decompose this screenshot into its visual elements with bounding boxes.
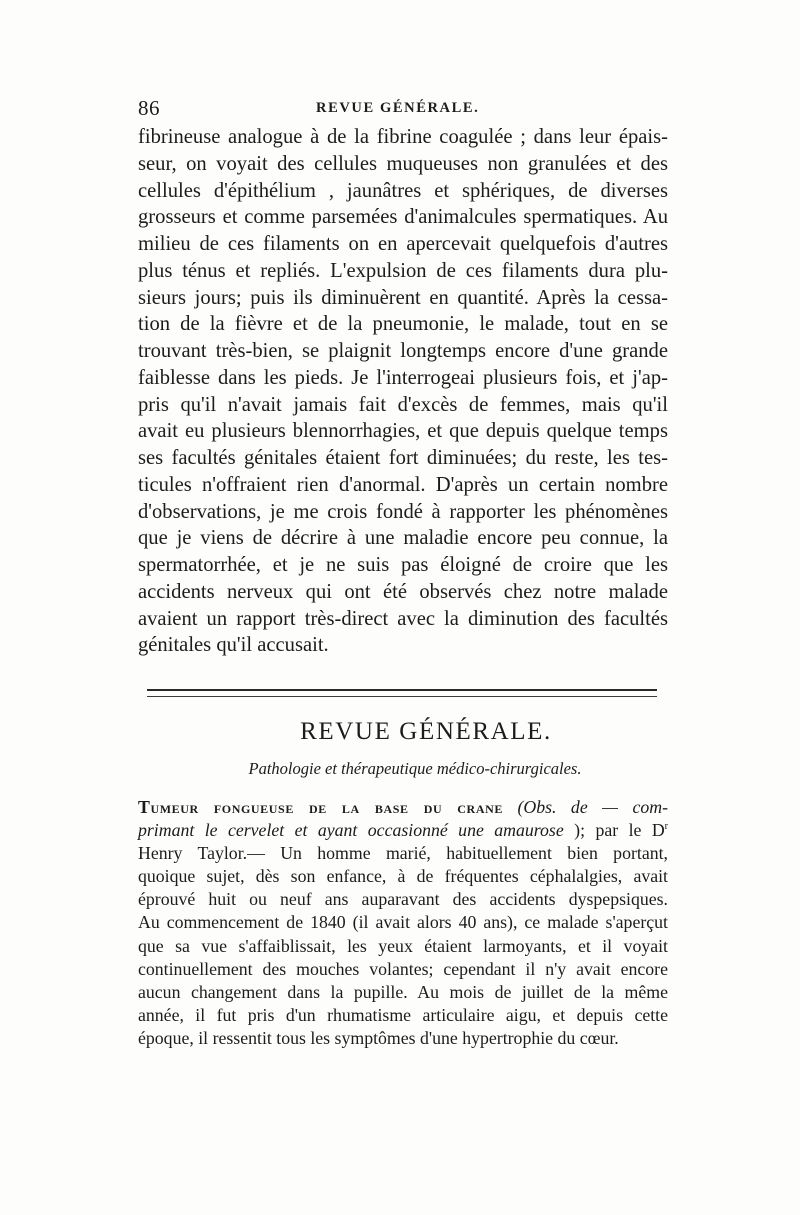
text-line: plus ténus et repliés. L'expulsion de ces filaments dura plu- (138, 259, 668, 282)
text-line: pris qu'il n'avait jamais fait d'excès de femmes, mais qu'il (138, 393, 668, 416)
section-divider-thick (147, 689, 657, 691)
text-line: avaient un rapport très-direct avec la diminution des facultés (138, 607, 668, 630)
section-subtitle: Pathologie et thérapeutique médico-chirurgicales. (248, 759, 582, 778)
article-heading-line (138, 796, 668, 819)
text-line: faiblesse dans les pieds. Je l'interrogeai plusieurs fois, et j'ap- (138, 366, 668, 389)
article (138, 796, 668, 1050)
section-title: REVUE GÉNÉRALE. (300, 718, 552, 745)
text-line: grosseurs et comme parsemées d'animalcules spermatiques. Au (138, 206, 668, 229)
text-line: continuellement des mouches volantes; cependant il n'y avait encore (138, 958, 668, 979)
obs-note: primant le cervelet et ayant occasionné une amaurose (138, 820, 564, 841)
text-line: tion de la fièvre et de la pneumonie, le malade, tout en se (138, 313, 668, 336)
text-line: que sa vue s'affaiblissait, les yeux étaient larmoyants, et il voyait (138, 935, 668, 956)
text-line: trouvant très-bien, se plaignit longtemps encore d'une grande (138, 340, 668, 362)
text-line: Henry Taylor.— Un homme marié, habituellement bien portant, (138, 843, 668, 864)
text-line: Au commencement de 1840 (il avait alors 40 ans), ce malade s'aperçut (138, 912, 668, 933)
article-heading-line (138, 819, 668, 842)
obs-note-open: (Obs. de — com- (517, 797, 668, 817)
author-prefix: par le D (595, 820, 665, 841)
text-line: ses facultés génitales étaient fort diminuées; du reste, les tes- (138, 447, 668, 469)
text-line: seur, on voyait des cellules muqueuses non granulées et des (138, 152, 668, 175)
article-heading: Tumeur fongueuse de la base du crane (138, 797, 503, 817)
text-line: sieurs jours; puis ils diminuèrent en quantité. Après la cessa- (138, 286, 668, 309)
text-line: fibrineuse analogue à de la fibrine coagulée ; dans leur épais- (138, 126, 668, 148)
text-line: génitales qu'il accusait. (138, 634, 329, 657)
running-head: REVUE GÉNÉRALE. (316, 100, 480, 116)
text-line: cellules d'épithélium , jaunâtres et sphériques, de diverses (138, 179, 668, 202)
text-line: aucun changement dans la pupille. Au mois de juillet de la même (138, 981, 668, 1002)
text-line: époque, il ressentit tous les symptômes d'une hypertrophie du cœur. (138, 1027, 619, 1048)
text-line: spermatorrhée, et je ne suis pas éloigné de croire que les (138, 554, 668, 576)
page-header (138, 96, 668, 120)
page-number: 86 (138, 96, 160, 120)
section-divider-thin (147, 696, 657, 697)
text-line: accidents nerveux qui ont été observés chez notre malade (138, 580, 668, 603)
body-paragraph (138, 124, 668, 659)
text-line: que je viens de décrire à une maladie encore peu connue, la (138, 527, 668, 550)
text-line: milieu de ces filaments on en apercevait quelquefois d'autres (138, 233, 668, 255)
author-sup: r (664, 821, 669, 833)
text-line: quoique sujet, dès son enfance, à de fréquentes céphalalgies, avait (138, 866, 668, 887)
text-line: d'observations, je me crois fondé à rapporter les phénomènes (138, 500, 668, 523)
text-line: avait eu plusieurs blennorrhagies, et que depuis quelque temps (138, 420, 668, 443)
text-line: année, il fut pris d'un rhumatisme articulaire aigu, et depuis cette (138, 1004, 668, 1025)
text-line: ticules n'offraient rien d'anormal. D'après un certain nombre (138, 473, 668, 496)
obs-note-close: ); (574, 820, 586, 841)
text-line: éprouvé huit ou neuf ans auparavant des accidents dyspepsiques. (138, 889, 668, 910)
